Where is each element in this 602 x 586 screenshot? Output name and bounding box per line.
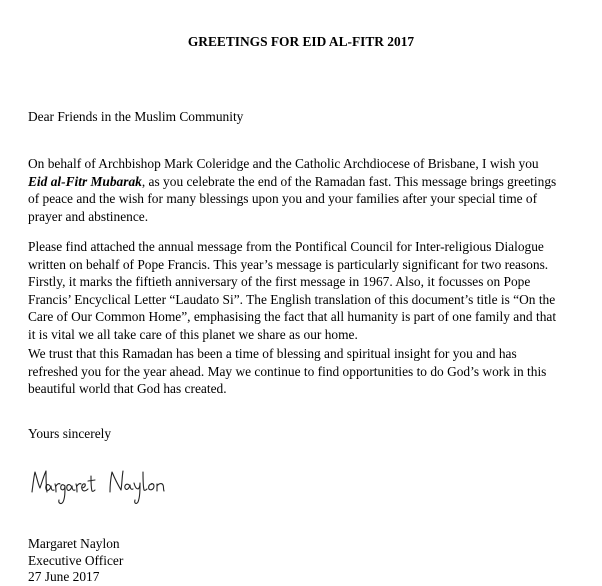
letter-title: GREETINGS FOR EID AL-FITR 2017 <box>187 34 415 49</box>
paragraph-line: Firstly, it marks the fiftieth anniversary of the first message in 1967. Also, it focusses on Pope <box>28 274 531 289</box>
signer-block <box>28 536 123 586</box>
paragraph-line: On behalf of Archbishop Mark Coleridge and the Catholic Archdiocese of Brisbane, I wish you <box>28 156 539 171</box>
eid-mubarak-emphasis: Eid al-Fitr Mubarak <box>28 173 142 189</box>
paragraph-line: Care of Our Common Home”, emphasising the fact that all humanity is part of one family and that <box>28 309 557 324</box>
paragraph-line: Please find attached the annual message from the Pontifical Council for Inter-religious Dialogue <box>28 239 544 254</box>
signer-role: Executive Officer <box>28 552 124 568</box>
paragraph-line: prayer and abstinence. <box>28 208 149 224</box>
paragraph-line: refreshed you for the year ahead. May we continue to find opportunities to do God’s work in this <box>28 363 547 379</box>
paragraph-line: We trust that this Ramadan has been a time of blessing and spiritual insight for you and has <box>28 346 517 361</box>
paragraph-line: written on behalf of Pope Francis. This year’s message is particularly significant for two reasons. <box>28 256 549 272</box>
paragraph-line: it is vital we all take care of this planet we share as our home. <box>28 326 358 342</box>
paragraph-line: Francis’ Encyclical Letter “Laudato Si”. The English translation of this document’s title is “On the <box>28 291 556 307</box>
paragraph-greeting <box>28 155 602 225</box>
paragraph-closing-wishes <box>28 345 602 398</box>
letter-date: 27 June 2017 <box>28 569 100 584</box>
salutation: Dear Friends in the Muslim Community <box>28 109 244 124</box>
handwritten-signature <box>28 462 168 512</box>
closing-phrase: Yours sincerely <box>28 426 112 441</box>
paragraph-line <box>28 173 602 191</box>
paragraph-line: beautiful world that God has created. <box>28 381 227 396</box>
paragraph-line-rest: , as you celebrate the end of the Ramadan fast. This message brings greetings <box>141 173 557 189</box>
paragraph-line: of peace and the wish for many blessings upon you and your families after your special time of <box>28 191 538 206</box>
signer-name: Margaret Naylon <box>28 536 120 551</box>
paragraph-attached-message <box>28 238 602 343</box>
